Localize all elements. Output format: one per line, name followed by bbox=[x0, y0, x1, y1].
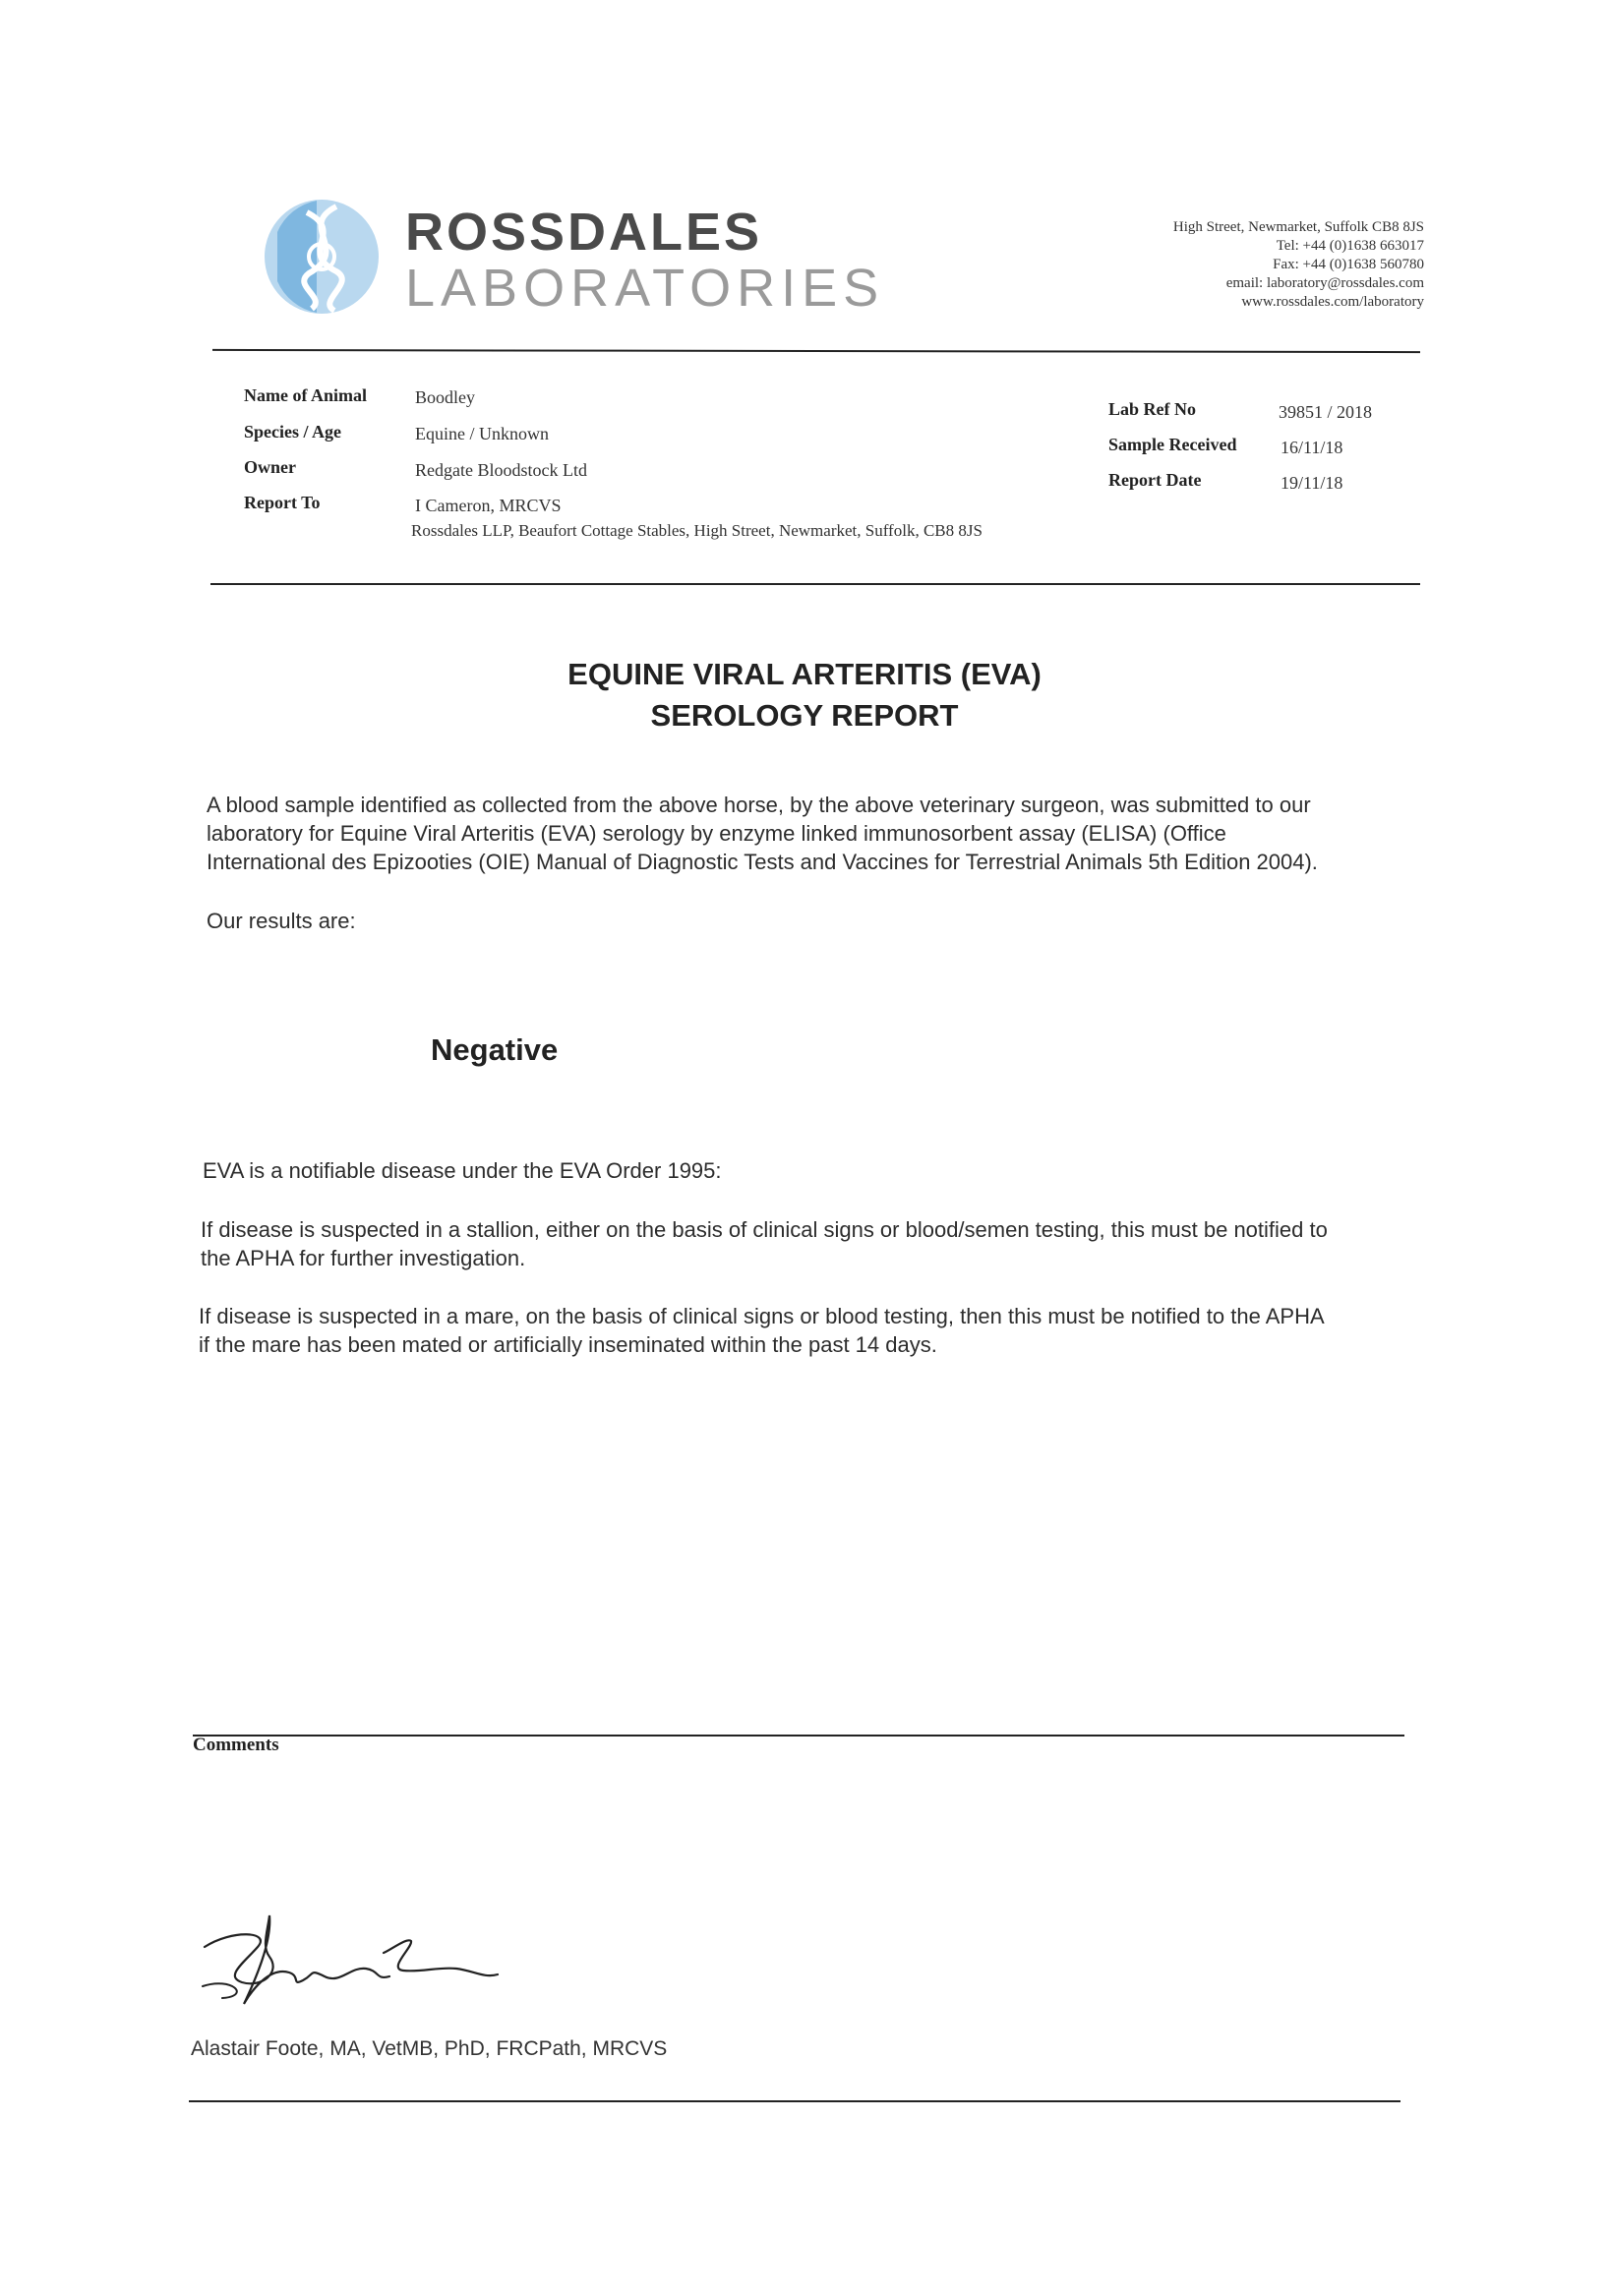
stallion-line: If disease is suspected in a stallion, either on the basis of clinical signs or blood/semen testing, this must be notified to bbox=[201, 1217, 1328, 1242]
address-line: Tel: +44 (0)1638 663017 bbox=[1276, 238, 1424, 254]
sample-received-label: Sample Received bbox=[1108, 435, 1237, 454]
intro-line: laboratory for Equine Viral Arteritis (EVA) serology by enzyme linked immunosorbent assay (ELISA) (Office bbox=[207, 821, 1226, 846]
details-divider bbox=[210, 583, 1420, 585]
species-label: Species / Age bbox=[244, 422, 341, 442]
header-divider bbox=[212, 349, 1420, 353]
rossdales-logo-icon bbox=[258, 193, 386, 321]
address-line: High Street, Newmarket, Suffolk CB8 8JS bbox=[1172, 219, 1424, 235]
name-label: Name of Animal bbox=[244, 385, 367, 405]
report-date-label: Report Date bbox=[1108, 470, 1202, 490]
signatory-name: Alastair Foote, MA, VetMB, PhD, FRCPath, MRCVS bbox=[191, 2037, 668, 2060]
intro-line: A blood sample identified as collected from the above horse, by the above veterinary surgeon, was submitted to our bbox=[207, 793, 1311, 817]
brand-name: ROSSDALES bbox=[405, 203, 763, 262]
signature-divider bbox=[189, 2100, 1400, 2102]
address-line[interactable]: email: laboratory@rossdales.com bbox=[1225, 275, 1424, 291]
report-to-label: Report To bbox=[244, 493, 321, 512]
report-to-line2: Rossdales LLP, Beaufort Cottage Stables, High Street, Newmarket, Suffolk, CB8 8JS bbox=[411, 521, 983, 540]
report-title-line2: SEROLOGY REPORT bbox=[650, 698, 959, 733]
comments-label: Comments bbox=[193, 1735, 279, 1755]
lab-ref-value: 39851 / 2018 bbox=[1279, 402, 1373, 422]
report-title-line1: EQUINE VIRAL ARTERITIS (EVA) bbox=[567, 657, 1042, 691]
stallion-paragraph bbox=[201, 1215, 1440, 1272]
intro-line: International des Epizooties (OIE) Manual of Diagnostic Tests and Vaccines for Terrestrial Animals 5th Edition 2004). bbox=[207, 850, 1318, 874]
report-to-line1: I Cameron, MRCVS bbox=[415, 496, 562, 515]
owner-value: Redgate Bloodstock Ltd bbox=[415, 460, 587, 480]
species-value: Equine / Unknown bbox=[415, 424, 549, 443]
owner-label: Owner bbox=[244, 457, 296, 477]
name-value: Boodley bbox=[415, 387, 475, 407]
address-line: Fax: +44 (0)1638 560780 bbox=[1273, 257, 1424, 272]
lab-address bbox=[1173, 218, 1424, 312]
brand-subtitle: LABORATORIES bbox=[405, 259, 885, 318]
lab-ref-label: Lab Ref No bbox=[1108, 399, 1196, 419]
mare-paragraph bbox=[199, 1302, 1438, 1359]
sample-received-value: 16/11/18 bbox=[1281, 438, 1343, 457]
mare-line: If disease is suspected in a mare, on the basis of clinical signs or blood testing, then this must be notified to the APHA bbox=[199, 1304, 1325, 1328]
test-result: Negative bbox=[431, 1032, 559, 1067]
address-line[interactable]: www.rossdales.com/laboratory bbox=[1241, 294, 1424, 310]
stallion-line: the APHA for further investigation. bbox=[201, 1246, 526, 1270]
notifiable-statement: EVA is a notifiable disease under the EVA Order 1995: bbox=[203, 1158, 722, 1183]
mare-line: if the mare has been mated or artificially inseminated within the past 14 days. bbox=[199, 1332, 937, 1357]
report-date-value: 19/11/18 bbox=[1281, 473, 1343, 493]
comments-divider bbox=[193, 1735, 1404, 1737]
signature-image bbox=[193, 1908, 517, 2016]
intro-paragraph bbox=[207, 791, 1436, 876]
results-intro: Our results are: bbox=[207, 909, 356, 933]
